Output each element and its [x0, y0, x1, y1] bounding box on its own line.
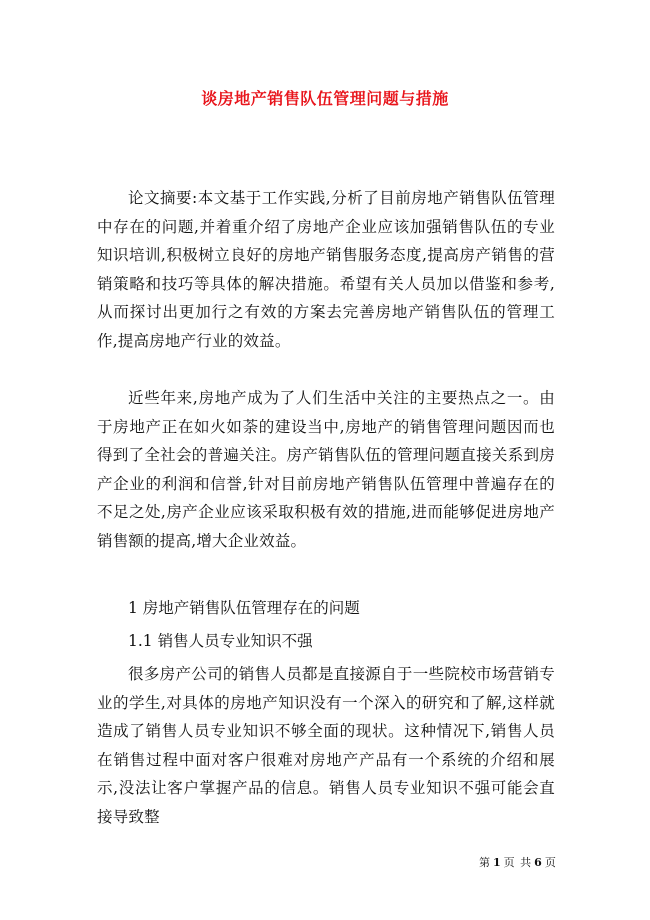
- intro-paragraph: 近些年来,房地产成为了人们生活中关注的主要热点之一。由于房地产正在如火如荼的建设当中,房地产的销售管理问题因而也得到了全社会的普遍关注。房产销售队伍的管理问题直接关系到房产企业的利润和信誉,针对目前房地产销售队伍管理中普遍存在的不足之处,房产企业应该采取积极有效的措施,进而能够促进房地产销售额的提高,增大企业效益。: [97, 389, 555, 550]
- total-pages: 6: [534, 856, 543, 869]
- page-label-mid: 页 共: [503, 856, 533, 869]
- page-number: 1: [493, 856, 502, 869]
- page-label-suffix: 页: [544, 856, 557, 869]
- section-1-heading: 1 房地产销售队伍管理存在的问题: [128, 599, 360, 617]
- abstract-paragraph: 论文摘要:本文基于工作实践,分析了目前房地产销售队伍管理中存在的问题,并着重介绍了房地产企业应该加强销售队伍的专业知识培训,积极树立良好的房地产销售服务态度,提高房产销售的营销策略和技巧等具体的解决措施。希望有关人员加以借鉴和参考,从而探讨出更加行之有效的方案去完善房地产销售队伍的管理工作,提高房地产行业的效益。: [97, 189, 555, 350]
- document-title: 谈房地产销售队伍管理问题与措施: [201, 89, 449, 108]
- page-footer: [478, 854, 558, 870]
- section-1-1-heading: 1.1 销售人员专业知识不强: [128, 632, 313, 650]
- page-label-prefix: 第: [479, 856, 491, 869]
- section-1-1-paragraph: 很多房产公司的销售人员都是直接源自于一些院校市场营销专业的学生,对具体的房地产知识没有一个深入的研究和了解,这样就造成了销售人员专业知识不够全面的现状。这种情况下,销售人员在销售过程中面对客户很难对房地产产品有一个系统的介绍和展示,没法让客户掌握产品的信息。销售人员专业知识不强可能会直接导致整: [97, 665, 555, 826]
